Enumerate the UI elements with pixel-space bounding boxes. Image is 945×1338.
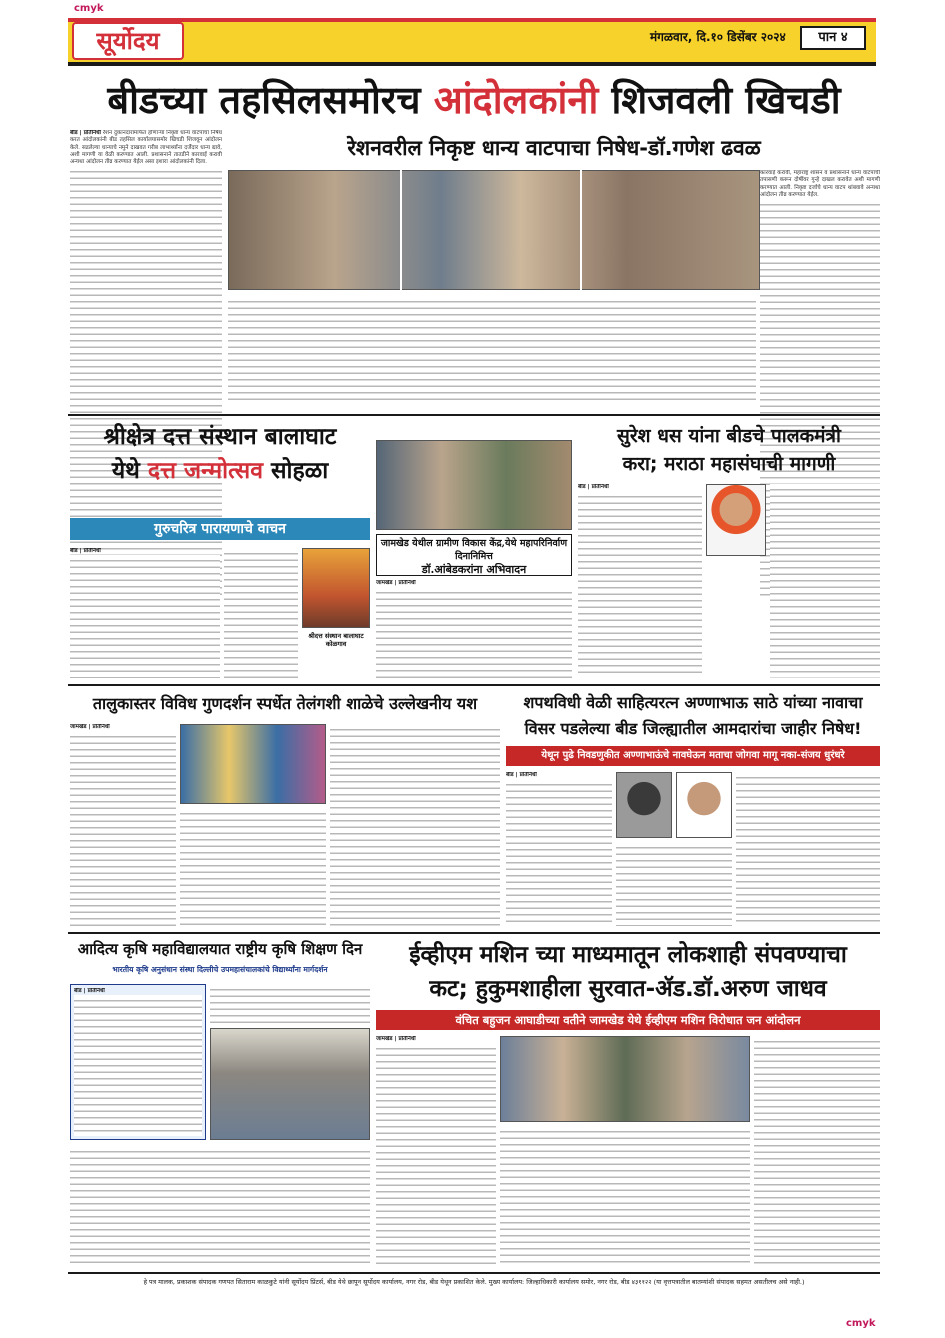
story2-headline-line2 [70,454,370,488]
page-number: पान ४ [800,26,866,50]
story3-title2: डॉ.आंबेडकरांना अभिवादन [421,563,527,576]
collage-divider [580,170,582,290]
story8-filler [500,1126,750,1266]
story5-column-right [330,724,500,926]
story2-column-2 [224,548,298,678]
story4-column-right [770,484,880,678]
collage-divider [400,170,402,290]
story7-column-top [210,984,370,1024]
footer-divider [68,1272,880,1274]
story8-headline-line1: ईव्हीएम मशिन च्या माध्यमातून लोकशाही संपवण्याचा [409,942,847,968]
story5-filler [70,731,176,926]
story8-headline-line2: कट; हुकुमशाहीला सुरवात-ॲड.डॉ.अरुण जाधव [429,976,827,1002]
story4-portrait-photo [706,484,766,556]
story5-filler [180,808,326,926]
story5-filler [330,724,500,926]
story4-filler [578,491,702,678]
story2-band: गुरुचरित्र पारायणाचे वाचन [70,518,370,540]
footer-imprint: हे पत्र मालक, प्रकाशक संपादक गणपत सिताराम काळकुटे यांनी सूर्योदय प्रिंटर्स, बीड येथे छापून सूर्योदय कार्यालय, नगर रोड, बीड येथून प्रकाशित केले. मुख्य कार्यालय: जिल्हाधिकारी कार्यालय समोर, नगर रोड, बीड ४३११२२ (या वृत्तपत्रातील बातम्यांशी संपादक सहमत असतीलच असे नाही.) [143,1278,805,1286]
story2-column [70,548,220,678]
section-divider [68,414,880,416]
story4-column-left [578,484,702,678]
story1-headline-part1: बीडच्या तहसिलसमोरच [107,77,434,122]
issue-date: मंगळवार, दि.१० डिसेंबर २०२४ [650,30,786,44]
story6-filler [506,779,612,926]
story7-dateline: बीड | प्रतिनिधी [74,988,105,994]
story5-dateline: जामखेड | प्रतिनिधी [70,724,110,730]
story7-columns-bottom [70,1146,370,1266]
story6-dateline: बीड | प्रतिनिधी [506,772,537,778]
story7-filler [74,995,202,1136]
story2-headline-red: दत्त जन्मोत्सव [147,457,263,484]
story4-headline-line1: सुरेश धस यांना बीडचे पालकमंत्री [617,425,841,447]
story1-lower-filler [228,296,756,400]
story1-headline [68,74,880,126]
story7-filler [70,1146,370,1266]
story6-filler [616,842,732,926]
story6-filler [736,772,880,926]
story5-column-mid [180,808,326,926]
story4-dateline: बीड | प्रतिनिधी [578,484,609,490]
registration-mark-top: cmyk [74,3,104,14]
story3-filler [376,587,572,678]
story7-classroom-photo [210,1028,370,1140]
story8-filler [754,1036,880,1266]
story8-filler [376,1043,496,1266]
story7-highlight-box [70,984,206,1140]
story3-group-photo [376,440,572,530]
story7-filler [210,984,370,1024]
story2-filler [224,548,298,678]
story6-column-mid [616,842,732,926]
story2-dateline: बीड | प्रतिनिधी [70,548,101,554]
story8-column-mid [500,1126,750,1266]
story3-column [376,580,572,678]
story8-column-right [754,1036,880,1266]
story1-subhead: रेशनवरील निकृष्ट धान्य वाटपाचा निषेध-डॉ.गणेश ढवळ [347,136,761,160]
section-divider [68,932,880,934]
section-divider [68,684,880,686]
story1-right-text: कारवाई करावी, महाराष्ट्र शासन व प्रशासनाने धान्य वाटपाची तपासणी करून दोषींवर गुन्हे दाखल करावेत अशी मागणी करण्यात आली. निकृष्ट दर्जाचे धान्य वाटप थांबवावे अन्यथा आंदोलन तीव्र करण्यात येईल. [760,170,880,198]
story2-photo-caption: श्रीदत्त संस्थान बालाघाट कोळगाव [308,632,364,648]
story6-headline-line1: शपथविधी वेळी साहित्यरत्न अण्णाभाऊ साठे यांच्या नावाचा [523,693,863,712]
story4-headline-line2: करा; मराठा महासंघाची मागणी [622,453,836,475]
story2-headline-2b: सोहळा [263,457,329,484]
story6-column-left [506,772,612,926]
story4-filler [770,484,880,678]
story2-headline-line1: श्रीक्षेत्र दत्त संस्थान बालाघाट [103,423,337,450]
story2-filler [70,555,220,678]
story6-column-right [736,772,880,926]
newspaper-logo: सूर्योदय [72,22,184,60]
story5-column-left [70,724,176,926]
story6-headline-line2: विसर पडलेल्या बीड जिल्ह्यातील आमदारांचा जाहीर निषेध! [524,719,862,738]
story1-dateline: बीड | प्रतिनिधी [70,130,102,136]
story6-portrait-1 [616,772,672,838]
story8-protest-photo [500,1036,750,1122]
story2-headline-2a: येथे [111,457,148,484]
story6-portrait-2 [676,772,732,838]
story2-deity-photo [302,548,370,628]
story1-photo-collage [228,170,760,290]
story8-band: वंचित बहुजन आघाडीच्या वतीने जामखेड येथे ईव्हीएम मशिन विरोधात जन आंदोलन [376,1010,880,1030]
story5-students-photo [180,724,326,804]
story1-headline-red: आंदोलकांनी [433,77,599,122]
story6-band: येथून पुढे निवडणुकीत अण्णाभाऊंचे नावघेऊन मताचा जोगवा मागू नका-संजय धुरंधरे [506,746,880,766]
story5-headline: तालुकास्तर विविध गुणदर्शन स्पर्धेत तेलंगशी शाळेचे उल्लेखनीय यश [92,694,478,713]
story1-columns-below-photo [228,296,756,400]
story8-column-left [376,1036,496,1266]
story8-dateline: जामखेड | प्रतिनिधी [376,1036,416,1042]
story7-subhead: भारतीय कृषि अनुसंधान संस्था दिल्लीचे उपमहासंचालकांचे विद्यार्थ्यांना मार्गदर्शन [112,965,328,974]
registration-mark-bottom: cmyk [846,1318,876,1329]
story3-title-box [376,534,572,576]
story1-body-text: रेशन दुकानदारामार्फत होणाऱ्या निकृष्ट धान्य वाटपाचा निषेध करत आंदोलकांनी बीड तहसिल कार्यालयासमोर खिचडी शिजवून आंदोलन केले. सडलेल्या धान्याचे नमुने दाखवत गरीब लाभार्थ्यांना दर्जेदार धान्य द्यावे, अशी मागणी या वेळी करण्यात आली. प्रशासनाने तातडीने कारवाई करावी अन्यथा आंदोलन तीव्र करण्यात येईल असा इशारा आंदोलकांनी दिला. [70,130,222,166]
story7-headline: आदित्य कृषि महाविद्यालयात राष्ट्रीय कृषि शिक्षण दिन [77,940,363,958]
story3-dateline: जामखेड | प्रतिनिधी [376,580,416,586]
story1-headline-part2: शिजवली खिचडी [598,77,841,122]
story3-title: जामखेड येथील ग्रामीण विकास केंद्र,येथे महापरिनिर्वाण दिनानिमित्त [380,538,568,562]
